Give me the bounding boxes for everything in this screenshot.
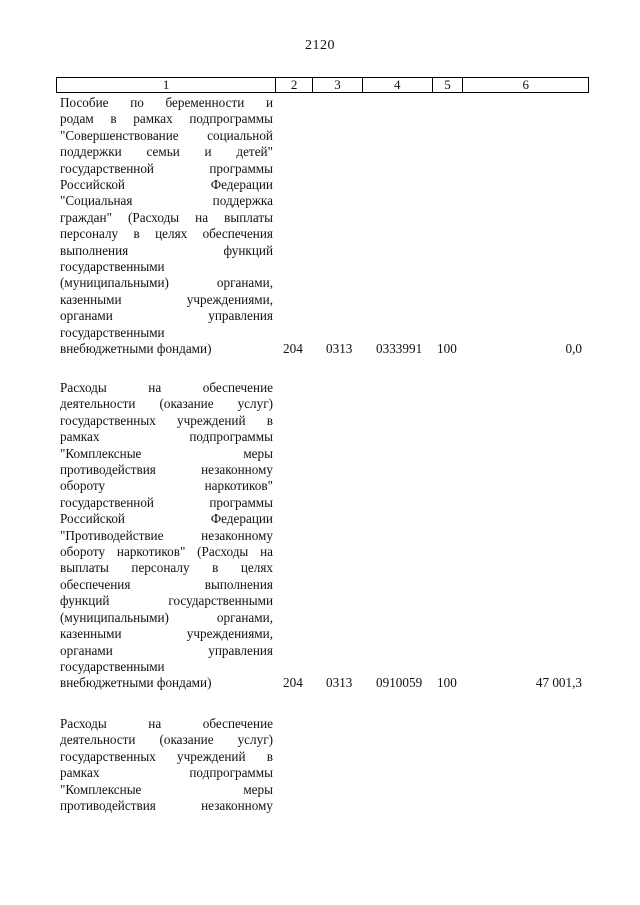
header-col-5: 5 (433, 78, 464, 92)
description-line: поддержки семьи и детей" (60, 144, 273, 160)
row-description (60, 716, 273, 814)
description-line: Российской Федерации (60, 511, 273, 527)
description-line: государственными (60, 324, 165, 340)
description-line: государственными (60, 658, 165, 674)
col-6-value: 47 001,3 (535, 675, 582, 691)
description-line: внебюджетными фондами) (60, 675, 212, 691)
description-line: органами управления (60, 308, 273, 324)
col-3-value: 0313 (326, 675, 353, 691)
description-line: государственных учреждений в (60, 412, 273, 428)
description-line: деятельности (оказание услуг) (60, 732, 273, 748)
description-line: противодействия незаконному (60, 798, 273, 814)
description-line: выполнения функций (60, 242, 273, 258)
description-line: противодействия незаконному (60, 462, 273, 478)
description-line: обеспечения выполнения (60, 576, 273, 592)
description-line: функций государственными (60, 593, 273, 609)
description-line: государственной программы (60, 494, 273, 510)
description-line: "Комплексные меры (60, 445, 273, 461)
description-line: органами управления (60, 642, 273, 658)
description-line: "Социальная поддержка (60, 193, 273, 209)
description-line: родам в рамках подпрограммы (60, 111, 273, 127)
row-description (60, 380, 273, 692)
description-line: выплаты персоналу в целях (60, 560, 273, 576)
description-line: (муниципальными) органами, (60, 609, 273, 625)
description-line: граждан" (Расходы на выплаты (60, 209, 273, 225)
description-line: казенными учреждениями, (60, 626, 273, 642)
header-col-3: 3 (313, 78, 363, 92)
description-line: внебюджетными фондами) (60, 341, 212, 357)
description-line: государственной программы (60, 160, 273, 176)
description-line: обороту наркотиков" (60, 478, 273, 494)
col-2-value: 204 (283, 341, 303, 356)
description-line: "Комплексные меры (60, 781, 273, 797)
header-col-6: 6 (522, 77, 529, 92)
col-5-value: 100 (437, 341, 457, 356)
description-line: Пособие по беременности и (60, 95, 273, 110)
description-line: государственными (60, 259, 165, 275)
description-line: "Совершенствование социальной (60, 127, 273, 143)
table-header-row (56, 77, 589, 93)
description-line: деятельности (оказание услуг) (60, 396, 273, 412)
description-line: "Противодействие незаконному (60, 527, 273, 543)
header-col-1: 1 (57, 78, 276, 92)
description-line: рамках подпрограммы (60, 429, 273, 445)
col-4-value: 0910059 (376, 675, 423, 691)
description-line: государственных учреждений в (60, 748, 273, 764)
header-col-2: 2 (276, 78, 313, 92)
col-3-value: 0313 (326, 341, 353, 356)
description-line: казенными учреждениями, (60, 291, 273, 307)
col-4-value: 0333991 (376, 341, 423, 356)
col-2-value: 204 (283, 675, 303, 691)
description-line: рамках подпрограммы (60, 765, 273, 781)
description-line: Российской Федерации (60, 177, 273, 193)
description-line: персоналу в целях обеспечения (60, 226, 273, 242)
row-description (60, 95, 273, 358)
col-5-value: 100 (437, 675, 457, 691)
description-line: (муниципальными) органами, (60, 275, 273, 291)
description-line: обороту наркотиков" (Расходы на (60, 544, 273, 560)
description-line: Расходы на обеспечение (60, 716, 273, 731)
page-number: 2120 (305, 38, 335, 53)
description-line: Расходы на обеспечение (60, 380, 273, 395)
col-6-value: 0,0 (565, 341, 582, 356)
header-col-4: 4 (363, 78, 433, 92)
